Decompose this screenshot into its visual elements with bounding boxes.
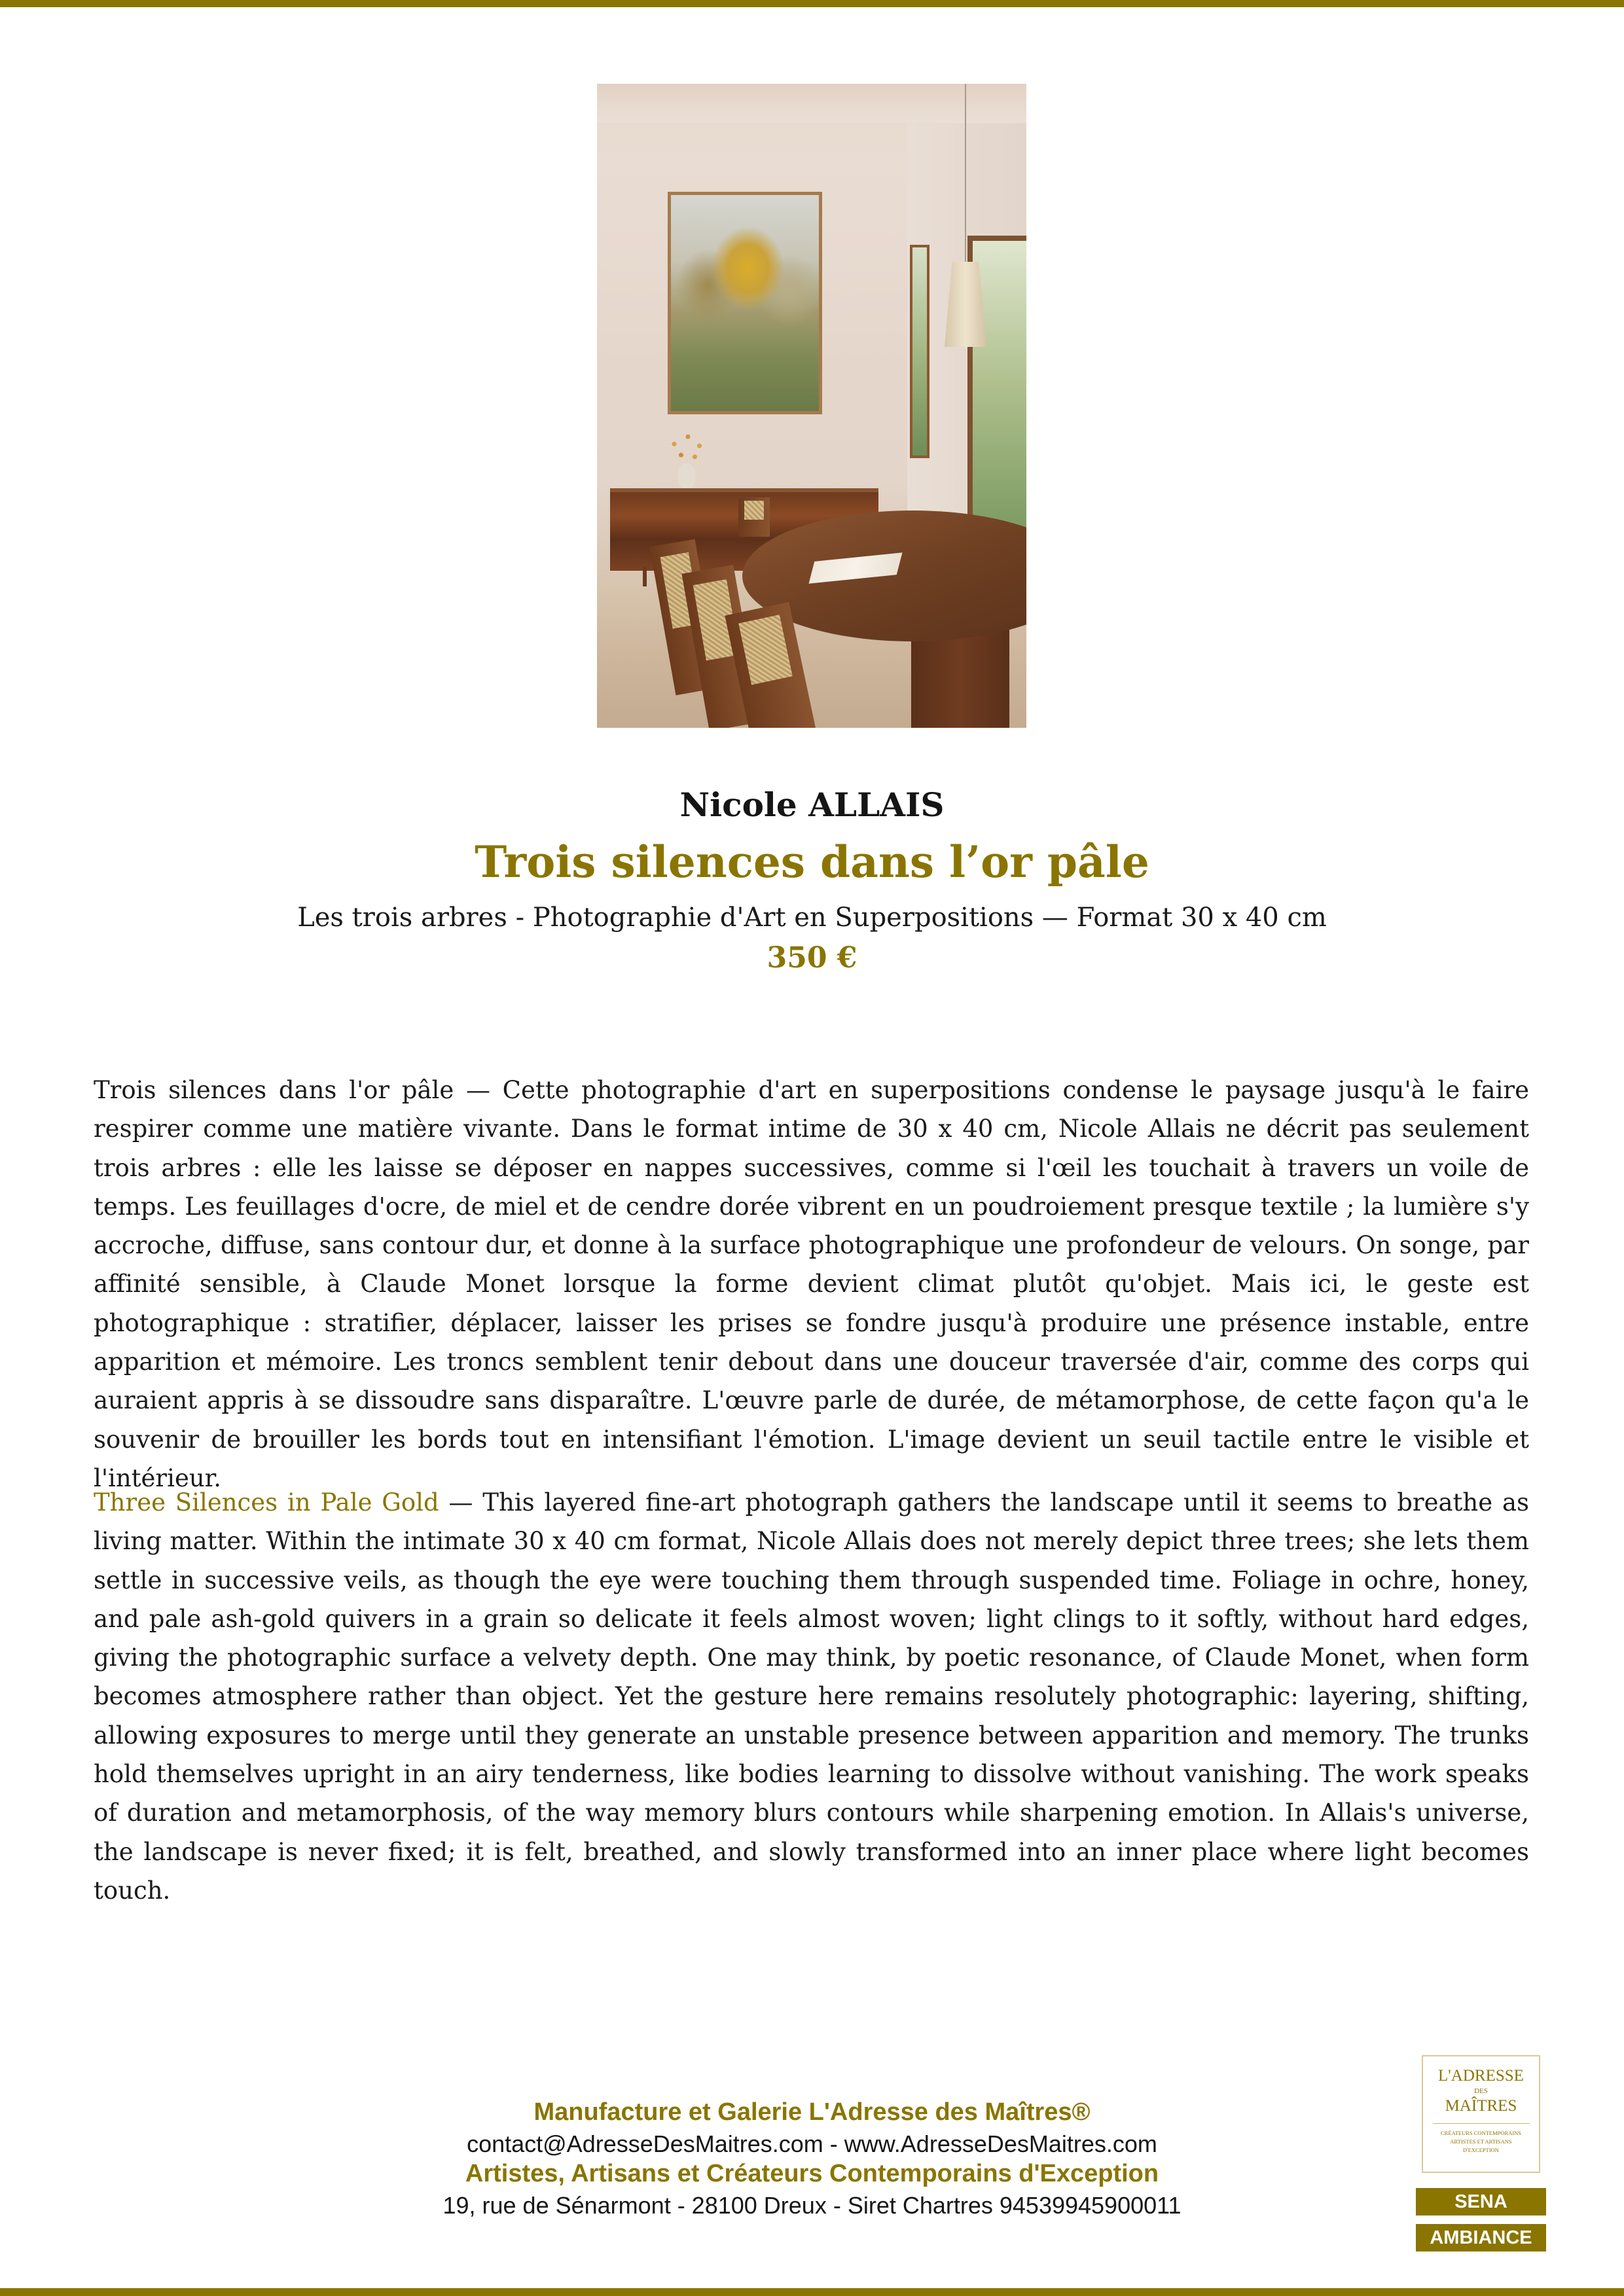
photo-chair-cane — [744, 501, 765, 520]
footer-address: 19, rue de Sénarmont - 28100 Dreux - Siret Chartres 94539945900011 — [442, 2192, 1182, 2219]
photo-ceiling — [597, 84, 1026, 123]
photo-vase — [678, 463, 695, 488]
artwork-price: 350 € — [767, 941, 857, 975]
sena-badge: SENA — [1416, 2188, 1546, 2215]
photo-dried-flowers — [665, 429, 711, 466]
ambiance-badge: AMBIANCE — [1416, 2224, 1546, 2251]
photo-window-left — [910, 245, 929, 458]
logo-line-6: D'EXCEPTION — [1463, 2147, 1499, 2153]
top-accent-bar — [0, 0, 1624, 7]
artwork-subtitle: Les trois arbres - Photographie d'Art en Superpositions — Format 30 x 40 cm — [297, 903, 1327, 933]
english-body: — This layered fine-art photograph gathers the landscape until it seems to breathe as living matter. Within the intimate 30 x 40 cm format, Nicole Allais does not merely depict three trees; she lets them settle in successive veils, as though the eye were touching them through suspended time. Foliage in ochre, honey, and pale ash-gold quivers in a grain so delicate it feels almost woven; light clings to it softly, without hard edges, giving the photographic surface a velvety depth. One may think, by poetic resonance, of Claude Monet, when form becomes atmosphere rather than object. Yet the gesture here remains resolutely photographic: layering, shifting, allowing exposures to merge until they generate an unstable presence between apparition and memory. The trunks hold themselves upright in an airy tenderness, like bodies learning to dissolve without vanishing. The work speaks of duration and metamorphosis, of the way memory blurs contours while sharpening emotion. In Allais's universe, the landscape is never fixed; it is felt, breathed, and slowly transformed into an inner place where light becomes touch. — [94, 1488, 1529, 1905]
footer-tagline: Artistes, Artisans et Créateurs Contemporains d'Exception — [465, 2160, 1159, 2187]
description-english — [94, 1483, 1529, 1910]
logo-line-4: CRÉATEURS CONTEMPORAINS — [1440, 2130, 1522, 2136]
artwork-title: Trois silences dans l’or pâle — [475, 836, 1149, 888]
photo-sideboard-leg — [643, 567, 647, 586]
logo-line-5: ARTISTES ET ARTISANS — [1450, 2138, 1512, 2145]
artist-name: Nicole ALLAIS — [679, 785, 945, 824]
footer-company: Manufacture et Galerie L'Adresse des Maîtres® — [533, 2098, 1091, 2126]
photo-chair-cane — [738, 615, 793, 685]
logo-line-1: L'ADRESSE — [1438, 2067, 1524, 2085]
gallery-logo — [1422, 2055, 1540, 2173]
artwork-ambiance-photo — [597, 84, 1026, 728]
logo-line-3: MAÎTRES — [1445, 2097, 1517, 2115]
photo-framed-artwork — [668, 192, 822, 414]
english-title: Three Silences in Pale Gold — [94, 1488, 439, 1516]
bottom-accent-bar — [0, 2288, 1624, 2296]
logo-line-2: DES — [1474, 2087, 1488, 2095]
photo-chair — [738, 497, 770, 537]
footer-contact[interactable]: contact@AdresseDesMaitres.com - www.AdresseDesMaitres.com — [467, 2130, 1157, 2157]
description-french: Trois silences dans l'or pâle — Cette photographie d'art en superpositions condense le paysage jusqu'à le faire respirer comme une matière vivante. Dans le format intime de 30 x 40 cm, Nicole Allais ne décrit pas seulement trois arbres : elle les laisse se déposer en nappes successives, comme si l'œil les touchait à travers un voile de temps. Les feuillages d'ocre, de miel et de cendre dorée vibrent en un poudroiement presque textile ; la lumière s'y accroche, diffuse, sans contour dur, et donne à la surface photographique une profondeur de velours. On songe, par affinité sensible, à Claude Monet lorsque la forme devient climat plutôt qu'objet. Mais ici, le geste est photographique : stratifier, déplacer, laisser les prises se fondre jusqu'à produire une présence instable, entre apparition et mémoire. Les troncs semblent tenir debout dans une douceur traversée d'air, comme des corps qui auraient appris à se dissoudre sans disparaître. L'œuvre parle de durée, de métamorphose, de cette façon qu'a le souvenir de brouiller les bords tout en intensifiant l'émotion. L'image devient un seuil tactile entre le visible et l'intérieur. — [94, 1076, 1529, 1492]
logo-divider — [1433, 2123, 1530, 2124]
photo-lamp-cord — [965, 84, 966, 262]
